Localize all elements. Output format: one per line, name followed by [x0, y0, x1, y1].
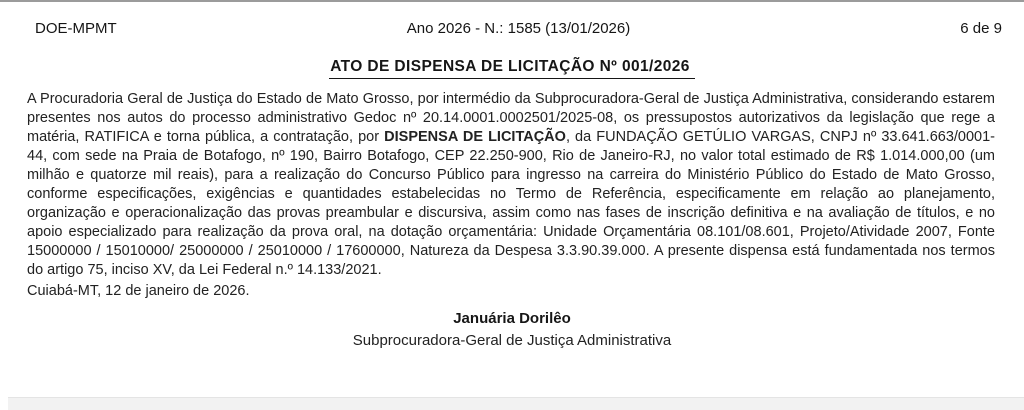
- signature-name: Januária Dorilêo: [453, 310, 571, 327]
- signature-role: Subprocuradora-Geral de Justiça Administrativa: [352, 332, 672, 349]
- next-page-edge-strip: [8, 397, 1024, 410]
- document-title-text: ATO DE DISPENSA DE LICITAÇÃO Nº 001/2026: [329, 58, 695, 79]
- dateline: Cuiabá-MT, 12 de janeiro de 2026.: [27, 283, 250, 299]
- header-edition-label: DOE-MPMT: [35, 20, 117, 37]
- header-page-indicator: 6 de 9: [960, 20, 1002, 37]
- page-header: [0, 2, 1024, 37]
- body-paragraph: [27, 90, 995, 280]
- document-title: [0, 58, 1024, 79]
- body-bold-phrase: DISPENSA DE LICITAÇÃO: [384, 129, 566, 145]
- body-text-part1: A Procuradoria Geral de Justiça do Estado de Mato Grosso, por intermédio da Subprocuradora-Geral de Justiça Administrativa, considerando estarem presentes nos autos do processo administrativo Gedoc nº 20.14.0001.0002501/2025-08, os pressupostos autorizativos da legislação que rege a matéria, RATIFICA e torna pública, a contratação, por: [27, 91, 995, 145]
- body-text-part2: , da FUNDAÇÃO GETÚLIO VARGAS, CNPJ nº 33.641.663/0001-44, com sede na Praia de Botafogo, nº 190, Bairro Botafogo, CEP 22.250-900, Rio de Janeiro-RJ, no valor total estimado de R$ 1.014.000,00 (um milhão e quatorze mil reais), para a realização do Concurso Público para ingresso na carreira do Ministério Público do Estado de Mato Grosso, conforme especificações, exigências e quantidades estabelecidas no Termo de Referência, especificamente em relação ao planejamento, organização e operacionalização das provas preambular e discursiva, assim como nas fases de inscrição definitiva e na avaliação de títulos, e no apoio especializado para realização da prova oral, na dotação orçamentária: Unidade Orçamentária 08.101/08.601, Projeto/Atividade 2007, Fonte 15000000 / 15010000/ 25000000 / 25010000 / 17600000, Natureza da Despesa 3.3.90.39.000. A presente dispensa está fundamentada nos termos do artigo 75, inciso XV, da Lei Federal n.º 14.133/2021.: [27, 129, 996, 278]
- header-issue-info: Ano 2026 - N.: 1585 (13/01/2026): [406, 20, 631, 37]
